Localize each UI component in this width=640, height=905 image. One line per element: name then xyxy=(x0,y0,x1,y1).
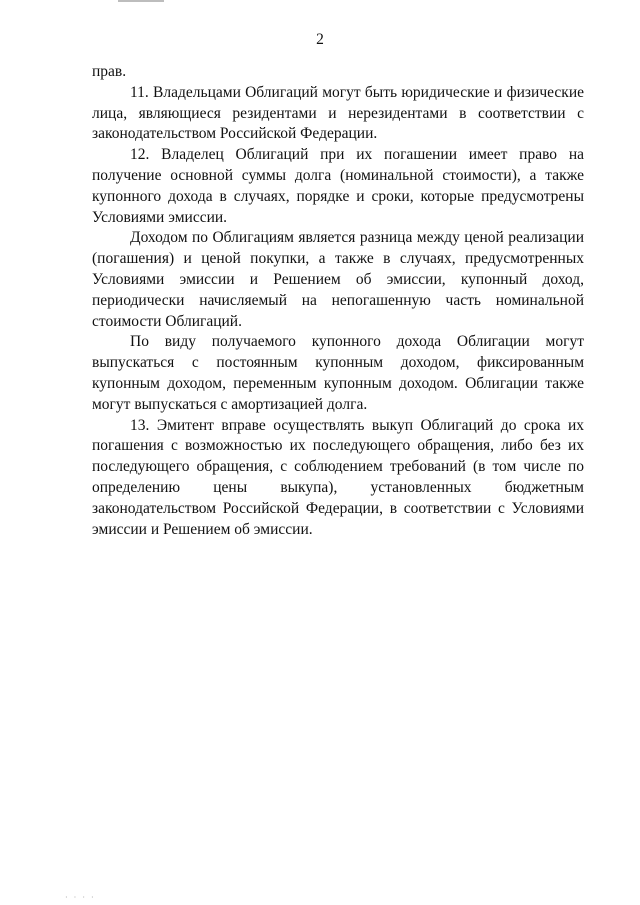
paragraph-continuation: прав. xyxy=(92,63,127,80)
paragraph-clause-11: 11. Владельцами Облигаций могут быть юридические и физические лица, являющиеся резидентами и нерезидентами в соответствии с законодательством Российской Федерации. xyxy=(92,83,584,143)
document-body xyxy=(92,62,584,540)
paragraph-income-definition: Доходом по Облигациям является разница между ценой реализации (погашения) и ценой покупки, а также в случаях, предусмотренных Условиями эмиссии и Решением об эмиссии, купонный доход, периодически начисляемый на непогашенную часть номинальной стоимости Облигаций. xyxy=(92,229,584,330)
paragraph-coupon-types: По виду получаемого купонного дохода Облигации могут выпускаться с постоянным купонным доходом, фиксированным купонным доходом, переменным купонным доходом. Облигации также могут выпускаться с амортизацией долга. xyxy=(92,333,584,413)
paragraph-clause-13: 13. Эмитент вправе осуществлять выкуп Облигаций до срока их погашения с возможностью их последующего обращения, либо без их последующего обращения, с соблюдением требований (в том числе по определению цены выкупа), установленных бюджетным законодательством Российской Федерации, в соответствии с Условиями эмиссии и Решением об эмиссии. xyxy=(92,416,584,538)
page-number: 2 xyxy=(316,31,324,48)
paragraph-clause-12: 12. Владелец Облигаций при их погашении имеет право на получение основной суммы долга (номинальной стоимости), а также купонного дохода в случаях, порядке и сроки, которые предусмотрены Условиями эмиссии. xyxy=(92,146,584,226)
scan-edge-mark: · · · · xyxy=(65,893,96,902)
scan-edge-mark xyxy=(118,0,164,2)
